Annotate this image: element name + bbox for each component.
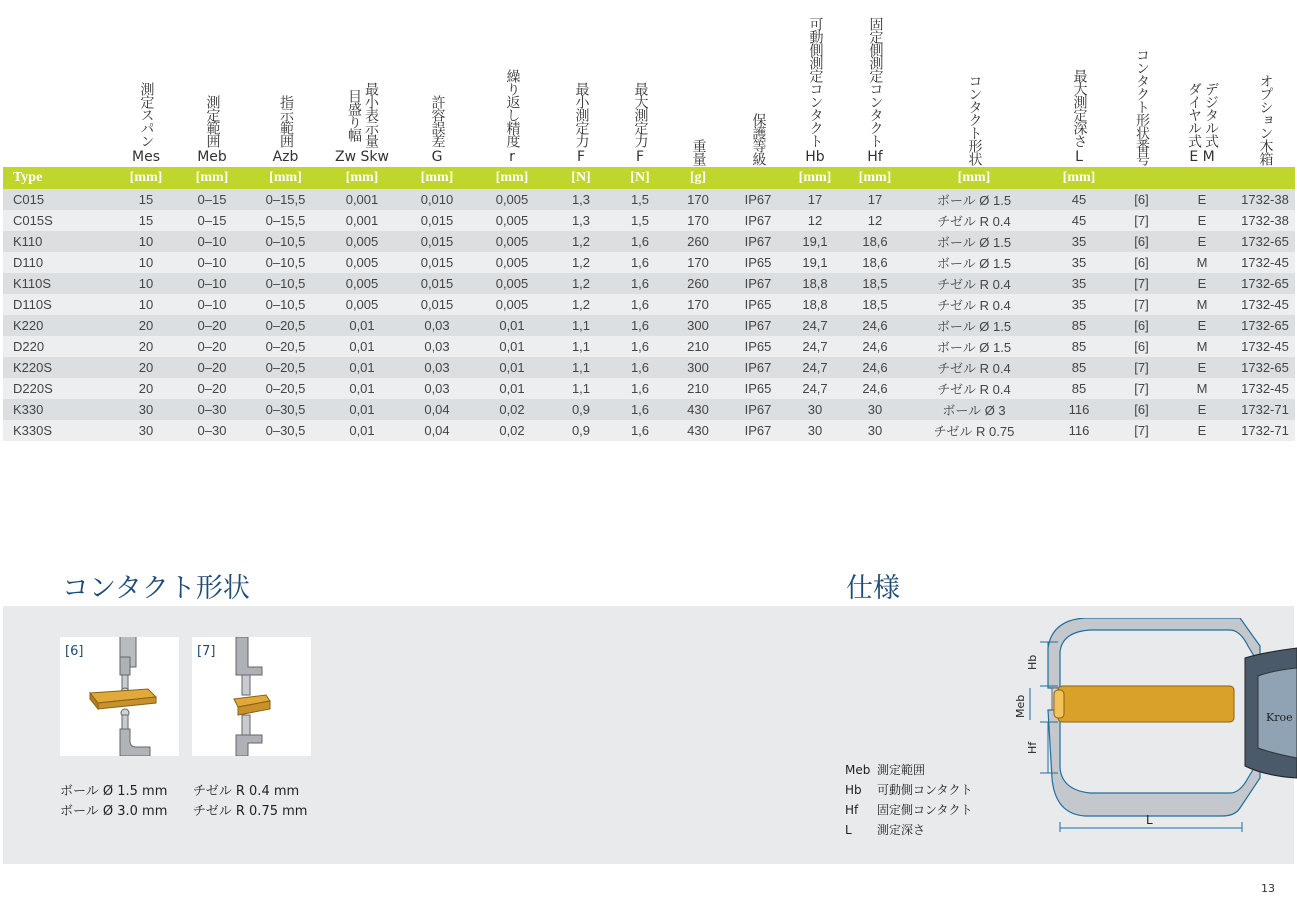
column-header: 最大測定深さ L bbox=[1071, 69, 1088, 165]
table-cell: 0–15,5 bbox=[243, 189, 328, 210]
table-cell: 0,02 bbox=[478, 420, 546, 441]
table-cell: 0,01 bbox=[328, 315, 396, 336]
table-cell: 19,1 bbox=[784, 252, 846, 273]
legend-item: Hf 固定側コンタクト bbox=[845, 803, 973, 817]
table-cell: 18,6 bbox=[846, 252, 904, 273]
table-cell: 0–30,5 bbox=[243, 399, 328, 420]
unit-cell: [mm] bbox=[181, 167, 243, 189]
table-cell: D110S bbox=[3, 294, 111, 315]
contact-tip-ball bbox=[60, 637, 179, 756]
table-cell: K110S bbox=[3, 273, 111, 294]
column-header: 許容誤差 G bbox=[429, 95, 446, 165]
table-cell: 24,6 bbox=[846, 336, 904, 357]
spec-legend bbox=[845, 760, 973, 840]
table-cell: チゼル R 0.4 bbox=[904, 378, 1044, 399]
table-cell: 1,6 bbox=[616, 420, 664, 441]
table-cell: 0,01 bbox=[328, 420, 396, 441]
table-cell: E bbox=[1169, 357, 1235, 378]
tip-label: [7] bbox=[197, 644, 216, 659]
column-header: コンタクト形状 bbox=[966, 74, 983, 165]
table-cell: 35 bbox=[1044, 294, 1114, 315]
table-cell: 85 bbox=[1044, 378, 1114, 399]
table-cell: 1,6 bbox=[616, 357, 664, 378]
table-cell: 210 bbox=[664, 336, 732, 357]
table-cell: [6] bbox=[1114, 336, 1169, 357]
table-cell: IP65 bbox=[732, 336, 784, 357]
table-cell: 12 bbox=[784, 210, 846, 231]
table-cell: 1,2 bbox=[546, 252, 616, 273]
table-cell: 0,005 bbox=[478, 294, 546, 315]
table-cell: 0–10,5 bbox=[243, 294, 328, 315]
table-cell: チゼル R 0.4 bbox=[904, 273, 1044, 294]
column-header: 測定スパン Mes bbox=[132, 82, 160, 165]
table-cell: IP67 bbox=[732, 210, 784, 231]
table-cell: 45 bbox=[1044, 210, 1114, 231]
table-cell: 0,005 bbox=[328, 273, 396, 294]
contact-tip-chisel bbox=[192, 637, 311, 756]
table-cell: [6] bbox=[1114, 252, 1169, 273]
table-cell: チゼル R 0.75 bbox=[904, 420, 1044, 441]
l-label: L bbox=[1146, 813, 1153, 827]
table-cell: 30 bbox=[784, 399, 846, 420]
table-cell: D110 bbox=[3, 252, 111, 273]
table-cell: [7] bbox=[1114, 420, 1169, 441]
unit-cell: [g] bbox=[664, 167, 732, 189]
table-cell: 0,03 bbox=[396, 336, 478, 357]
table-cell: E bbox=[1169, 399, 1235, 420]
table-cell: 0,010 bbox=[396, 189, 478, 210]
table-cell: 24,6 bbox=[846, 357, 904, 378]
table-cell: ボール Ø 3 bbox=[904, 399, 1044, 420]
unit-row bbox=[3, 167, 1295, 189]
table-cell: M bbox=[1169, 336, 1235, 357]
table-cell: 0,01 bbox=[478, 378, 546, 399]
table-cell: 260 bbox=[664, 231, 732, 252]
unit-cell: [N] bbox=[616, 167, 664, 189]
legend-item: L 測定深さ bbox=[845, 823, 926, 837]
table-cell: 0,03 bbox=[396, 315, 478, 336]
table-cell: 1,1 bbox=[546, 378, 616, 399]
table-cell: 1,6 bbox=[616, 273, 664, 294]
table-cell: 0–10 bbox=[181, 231, 243, 252]
table-cell: 1,2 bbox=[546, 231, 616, 252]
unit-cell: [mm] bbox=[904, 167, 1044, 189]
table-cell: 24,7 bbox=[784, 378, 846, 399]
table-cell: 30 bbox=[846, 399, 904, 420]
spec-title: 仕様 bbox=[846, 573, 900, 604]
table-cell: 260 bbox=[664, 273, 732, 294]
table-cell: 430 bbox=[664, 420, 732, 441]
column-header: オプション木箱 bbox=[1257, 74, 1274, 165]
table-cell: E bbox=[1169, 273, 1235, 294]
table-row bbox=[3, 210, 1295, 231]
table-cell: 18,8 bbox=[784, 294, 846, 315]
table-cell: 170 bbox=[664, 210, 732, 231]
table-cell: 0,01 bbox=[328, 336, 396, 357]
table-cell: 1,1 bbox=[546, 315, 616, 336]
table-cell: 15 bbox=[111, 210, 181, 231]
table-cell: 1,6 bbox=[616, 294, 664, 315]
table-cell: ボール Ø 1.5 bbox=[904, 189, 1044, 210]
table-cell: 1732-65 bbox=[1235, 315, 1295, 336]
table-cell: 24,7 bbox=[784, 315, 846, 336]
table-cell: 0,03 bbox=[396, 357, 478, 378]
table-row bbox=[3, 189, 1295, 210]
brand-text: Kroe bbox=[1266, 711, 1293, 724]
table-cell: 1,6 bbox=[616, 399, 664, 420]
table-cell: IP67 bbox=[732, 420, 784, 441]
table-cell: 24,6 bbox=[846, 378, 904, 399]
table-cell: M bbox=[1169, 294, 1235, 315]
table-cell: [7] bbox=[1114, 210, 1169, 231]
table-cell: 0,005 bbox=[478, 231, 546, 252]
table-cell: 0,015 bbox=[396, 294, 478, 315]
table-cell: IP67 bbox=[732, 399, 784, 420]
table-cell: 30 bbox=[846, 420, 904, 441]
table-cell: K330S bbox=[3, 420, 111, 441]
unit-cell: [mm] bbox=[243, 167, 328, 189]
table-cell: 1732-45 bbox=[1235, 378, 1295, 399]
table-cell: 10 bbox=[111, 273, 181, 294]
table-cell: 18,6 bbox=[846, 231, 904, 252]
table-cell: IP67 bbox=[732, 273, 784, 294]
unit-cell bbox=[1235, 167, 1295, 189]
table-cell: 85 bbox=[1044, 315, 1114, 336]
table-cell: E bbox=[1169, 420, 1235, 441]
table-cell: 35 bbox=[1044, 252, 1114, 273]
table-cell: E bbox=[1169, 315, 1235, 336]
column-header: 繰り返し精度 r bbox=[504, 69, 521, 165]
table-cell: 0–20 bbox=[181, 336, 243, 357]
table-cell: 0,005 bbox=[328, 231, 396, 252]
table-cell: 116 bbox=[1044, 399, 1114, 420]
table-cell: 0,04 bbox=[396, 420, 478, 441]
table-cell: 1,6 bbox=[616, 315, 664, 336]
table-cell: 0,015 bbox=[396, 210, 478, 231]
table-cell: 20 bbox=[111, 378, 181, 399]
table-cell: ボール Ø 1.5 bbox=[904, 252, 1044, 273]
table-cell: 0,04 bbox=[396, 399, 478, 420]
legend-item: Meb 測定範囲 bbox=[845, 763, 926, 777]
column-header: コンタクト形状番号 bbox=[1134, 48, 1150, 165]
table-cell: 20 bbox=[111, 336, 181, 357]
unit-cell: [mm] bbox=[111, 167, 181, 189]
table-cell: 0–20 bbox=[181, 357, 243, 378]
table-cell: 18,5 bbox=[846, 273, 904, 294]
table-cell: 0–20,5 bbox=[243, 357, 328, 378]
table-cell: 430 bbox=[664, 399, 732, 420]
table-cell: IP65 bbox=[732, 378, 784, 399]
unit-cell: [mm] bbox=[328, 167, 396, 189]
table-cell: 170 bbox=[664, 252, 732, 273]
table-cell: [6] bbox=[1114, 399, 1169, 420]
table-cell: 0–15,5 bbox=[243, 210, 328, 231]
unit-cell: [mm] bbox=[478, 167, 546, 189]
table-cell: 1,6 bbox=[616, 252, 664, 273]
table-cell: 10 bbox=[111, 294, 181, 315]
table-cell: IP65 bbox=[732, 294, 784, 315]
spec-table bbox=[3, 0, 1295, 441]
column-header: 最小表示量 目盛り幅 Zw Skw bbox=[335, 82, 389, 165]
table-cell: 0–10,5 bbox=[243, 252, 328, 273]
table-cell: [6] bbox=[1114, 231, 1169, 252]
table-cell: 0,01 bbox=[328, 378, 396, 399]
table-cell: 1732-65 bbox=[1235, 231, 1295, 252]
table-body bbox=[3, 189, 1295, 441]
table-cell: [7] bbox=[1114, 357, 1169, 378]
column-header: 可動側測定コンタクト Hb bbox=[805, 17, 825, 165]
table-cell: 12 bbox=[846, 210, 904, 231]
caption-line: ボール Ø 1.5 mm bbox=[60, 784, 168, 799]
table-cell: 170 bbox=[664, 189, 732, 210]
column-header: 最小測定力 F bbox=[573, 82, 590, 165]
ball-captions bbox=[60, 782, 167, 822]
table-cell: IP65 bbox=[732, 252, 784, 273]
table-cell: C015S bbox=[3, 210, 111, 231]
table-cell: D220S bbox=[3, 378, 111, 399]
table-cell: 1,6 bbox=[616, 231, 664, 252]
table-cell: 1,5 bbox=[616, 210, 664, 231]
table-cell: 1732-38 bbox=[1235, 210, 1295, 231]
table-cell: 1,3 bbox=[546, 210, 616, 231]
table-cell: 24,6 bbox=[846, 315, 904, 336]
table-cell: 116 bbox=[1044, 420, 1114, 441]
table-cell: 0–10,5 bbox=[243, 231, 328, 252]
table-cell: IP67 bbox=[732, 189, 784, 210]
table-row bbox=[3, 273, 1295, 294]
table-cell: 1732-65 bbox=[1235, 273, 1295, 294]
table-cell: 1,6 bbox=[616, 336, 664, 357]
table-cell: 300 bbox=[664, 357, 732, 378]
table-cell: 0,005 bbox=[478, 273, 546, 294]
table-cell: 0–20,5 bbox=[243, 336, 328, 357]
table-cell: 170 bbox=[664, 294, 732, 315]
table-cell: 20 bbox=[111, 357, 181, 378]
table-cell: 0–20 bbox=[181, 315, 243, 336]
column-header: 保護等級 bbox=[750, 113, 767, 165]
table-cell: チゼル R 0.4 bbox=[904, 357, 1044, 378]
table-cell: 85 bbox=[1044, 336, 1114, 357]
table-cell: 17 bbox=[784, 189, 846, 210]
table-row bbox=[3, 420, 1295, 441]
table-cell: M bbox=[1169, 378, 1235, 399]
column-header: 重量 bbox=[690, 139, 707, 165]
table-cell: 0,01 bbox=[478, 357, 546, 378]
table-cell: IP67 bbox=[732, 357, 784, 378]
table-cell: 210 bbox=[664, 378, 732, 399]
table-cell: ボール Ø 1.5 bbox=[904, 315, 1044, 336]
table-cell: チゼル R 0.4 bbox=[904, 294, 1044, 315]
table-cell: 19,1 bbox=[784, 231, 846, 252]
table-row bbox=[3, 399, 1295, 420]
column-header: デジタル式 ダイヤル式 E M bbox=[1186, 82, 1219, 165]
unit-cell: [mm] bbox=[396, 167, 478, 189]
table-cell: 1732-71 bbox=[1235, 420, 1295, 441]
hf-label: Hf bbox=[1026, 741, 1039, 754]
table-cell: 0,01 bbox=[478, 336, 546, 357]
legend-item: Hb 可動側コンタクト bbox=[845, 783, 973, 797]
table-cell: E bbox=[1169, 189, 1235, 210]
table-cell: 0–20,5 bbox=[243, 315, 328, 336]
table-header-row bbox=[3, 0, 1295, 167]
table-cell: 85 bbox=[1044, 357, 1114, 378]
table-cell: K220 bbox=[3, 315, 111, 336]
column-header: 固定側測定コンタクト Hf bbox=[867, 17, 884, 165]
table-cell: 0,01 bbox=[478, 315, 546, 336]
table-cell: 0,001 bbox=[328, 189, 396, 210]
spec-table-wrap bbox=[3, 0, 1294, 441]
table-cell: 1,1 bbox=[546, 357, 616, 378]
table-row bbox=[3, 315, 1295, 336]
table-cell: 0,015 bbox=[396, 273, 478, 294]
column-header: 測定範囲 Meb bbox=[197, 95, 227, 165]
unit-cell: [mm] bbox=[784, 167, 846, 189]
table-cell: 20 bbox=[111, 315, 181, 336]
table-cell: 0,001 bbox=[328, 210, 396, 231]
table-row bbox=[3, 357, 1295, 378]
unit-cell: [mm] bbox=[1044, 167, 1114, 189]
table-cell: 0,005 bbox=[328, 252, 396, 273]
table-cell: 17 bbox=[846, 189, 904, 210]
table-cell: 18,8 bbox=[784, 273, 846, 294]
column-header bbox=[3, 0, 111, 167]
table-cell: 0–10 bbox=[181, 252, 243, 273]
table-cell: 0–10 bbox=[181, 273, 243, 294]
table-cell: 1732-65 bbox=[1235, 357, 1295, 378]
table-cell: 15 bbox=[111, 189, 181, 210]
tip-label: [6] bbox=[65, 644, 84, 659]
table-cell: 1732-45 bbox=[1235, 252, 1295, 273]
table-cell: ボール Ø 1.5 bbox=[904, 231, 1044, 252]
table-cell: IP67 bbox=[732, 315, 784, 336]
table-cell: IP67 bbox=[732, 231, 784, 252]
table-cell: K330 bbox=[3, 399, 111, 420]
caption-line: チゼル R 0.4 mm bbox=[193, 784, 300, 799]
table-cell: 0,015 bbox=[396, 252, 478, 273]
table-cell: 1,5 bbox=[616, 189, 664, 210]
table-cell: チゼル R 0.4 bbox=[904, 210, 1044, 231]
table-cell: 0,9 bbox=[546, 420, 616, 441]
table-cell: 1732-45 bbox=[1235, 336, 1295, 357]
table-cell: 0,01 bbox=[328, 399, 396, 420]
table-cell: D220 bbox=[3, 336, 111, 357]
table-cell: 0,03 bbox=[396, 378, 478, 399]
hb-label: Hb bbox=[1026, 654, 1039, 670]
table-cell: [6] bbox=[1114, 315, 1169, 336]
table-row bbox=[3, 252, 1295, 273]
table-cell: 0,9 bbox=[546, 399, 616, 420]
table-cell: 1,6 bbox=[616, 378, 664, 399]
unit-cell bbox=[1114, 167, 1169, 189]
table-cell: 1732-71 bbox=[1235, 399, 1295, 420]
table-cell: 35 bbox=[1044, 273, 1114, 294]
table-row bbox=[3, 294, 1295, 315]
table-cell: 0–30,5 bbox=[243, 420, 328, 441]
chisel-captions bbox=[193, 782, 307, 822]
table-cell: ボール Ø 1.5 bbox=[904, 336, 1044, 357]
table-cell: E bbox=[1169, 231, 1235, 252]
table-row bbox=[3, 336, 1295, 357]
table-cell: 0,02 bbox=[478, 399, 546, 420]
table-cell: 10 bbox=[111, 252, 181, 273]
gauge-diagram bbox=[990, 618, 1297, 838]
table-cell: 0–10 bbox=[181, 294, 243, 315]
table-cell: 45 bbox=[1044, 189, 1114, 210]
table-cell: 0,005 bbox=[328, 294, 396, 315]
table-cell: 18,5 bbox=[846, 294, 904, 315]
table-cell: K220S bbox=[3, 357, 111, 378]
table-cell: 0,005 bbox=[478, 189, 546, 210]
column-header: 最大測定力 F bbox=[632, 82, 649, 165]
caption-line: ボール Ø 3.0 mm bbox=[60, 804, 168, 819]
table-cell: 30 bbox=[111, 420, 181, 441]
table-cell: E bbox=[1169, 210, 1235, 231]
table-cell: 0–20,5 bbox=[243, 378, 328, 399]
table-cell: 0,01 bbox=[328, 357, 396, 378]
table-cell: 0,015 bbox=[396, 231, 478, 252]
table-cell: 0–30 bbox=[181, 420, 243, 441]
unit-cell: Type bbox=[3, 167, 111, 189]
table-cell: 0,005 bbox=[478, 210, 546, 231]
table-cell: 1732-38 bbox=[1235, 189, 1295, 210]
meb-label: Meb bbox=[1014, 694, 1027, 718]
table-cell: [7] bbox=[1114, 273, 1169, 294]
table-cell: 1,1 bbox=[546, 336, 616, 357]
table-cell: C015 bbox=[3, 189, 111, 210]
table-cell: 10 bbox=[111, 231, 181, 252]
caption-line: チゼル R 0.75 mm bbox=[193, 804, 308, 819]
contact-shape-title: コンタクト形状 bbox=[62, 573, 250, 604]
page-number: 13 bbox=[1261, 882, 1275, 895]
unit-cell bbox=[732, 167, 784, 189]
table-cell: 35 bbox=[1044, 231, 1114, 252]
table-cell: 0,005 bbox=[478, 252, 546, 273]
table-cell: 30 bbox=[111, 399, 181, 420]
table-cell: 0–30 bbox=[181, 399, 243, 420]
table-cell: 1,2 bbox=[546, 273, 616, 294]
table-cell: 1732-45 bbox=[1235, 294, 1295, 315]
table-row bbox=[3, 231, 1295, 252]
column-header: 指示範囲 Azb bbox=[272, 95, 299, 165]
table-cell: 24,7 bbox=[784, 336, 846, 357]
table-cell: [7] bbox=[1114, 294, 1169, 315]
table-cell: 0–15 bbox=[181, 210, 243, 231]
table-cell: 0–10,5 bbox=[243, 273, 328, 294]
unit-cell: [N] bbox=[546, 167, 616, 189]
table-row bbox=[3, 378, 1295, 399]
table-cell: 1,3 bbox=[546, 189, 616, 210]
table-cell: [6] bbox=[1114, 189, 1169, 210]
table-cell: 0–15 bbox=[181, 189, 243, 210]
table-cell: M bbox=[1169, 252, 1235, 273]
table-cell: 24,7 bbox=[784, 357, 846, 378]
table-cell: K110 bbox=[3, 231, 111, 252]
unit-cell bbox=[1169, 167, 1235, 189]
table-cell: [7] bbox=[1114, 378, 1169, 399]
table-cell: 0–20 bbox=[181, 378, 243, 399]
table-cell: 30 bbox=[784, 420, 846, 441]
table-cell: 300 bbox=[664, 315, 732, 336]
table-cell: 1,2 bbox=[546, 294, 616, 315]
unit-cell: [mm] bbox=[846, 167, 904, 189]
